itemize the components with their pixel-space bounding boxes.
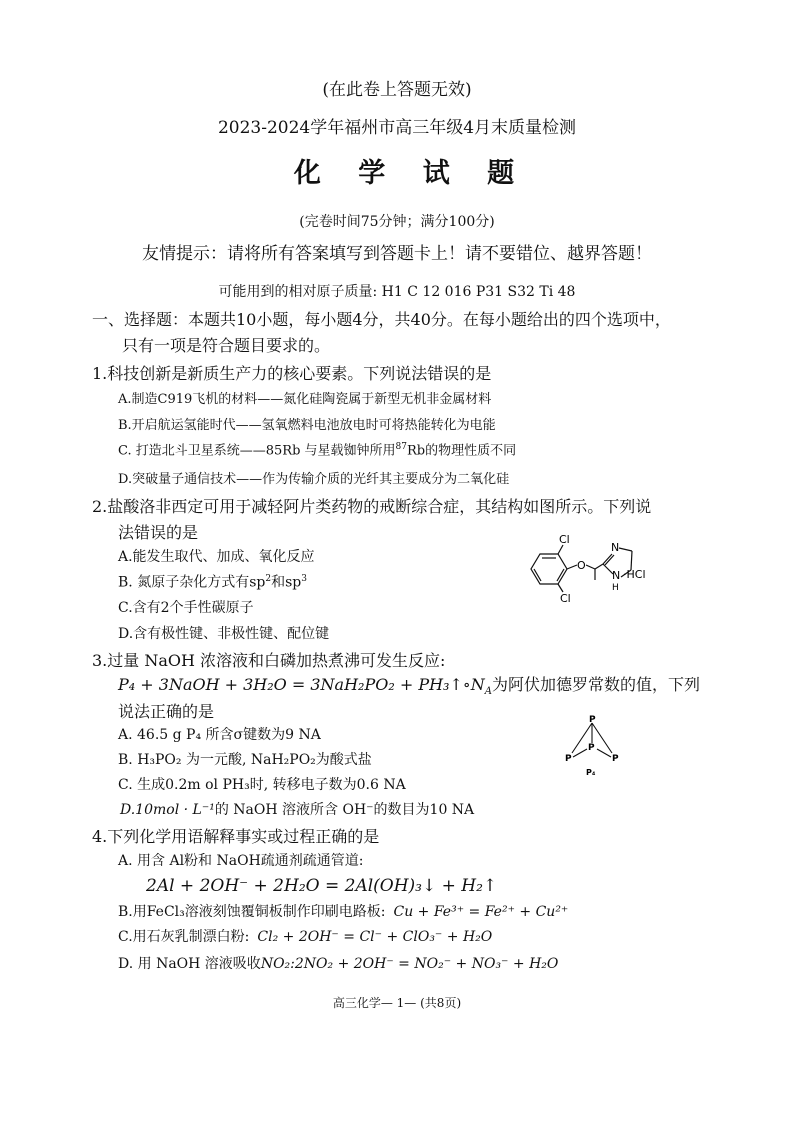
q4-option-d xyxy=(118,956,558,973)
struct-hcl: ·HCl xyxy=(623,568,646,581)
q4-option-b-text: B.用FeCl₃溶液刻蚀覆铜板制作印刷电路板: xyxy=(118,904,386,920)
q3-option-d xyxy=(120,802,474,819)
q3-option-b: B. H₃PO₂ 为一元酸, NaH₂PO₂为酸式盐 xyxy=(118,752,372,768)
q1-option-c-sup: 87 xyxy=(395,442,407,452)
time-info: (完卷时间75分钟；满分100分) xyxy=(299,214,495,230)
q4-option-a: A. 用含 Al粉和 NaOH疏通剂疏通管道: xyxy=(118,853,364,869)
struct-h: H xyxy=(612,583,619,593)
p4-atom-right: P xyxy=(612,754,619,764)
q4-option-d-text: D. 用 NaOH 溶液吸收 xyxy=(118,956,261,972)
q3-equation-sub: A xyxy=(484,686,492,698)
q4-option-a-equation: 2Al + 2OH⁻ + 2H₂O = 2Al(OH)₃↓ + H₂↑ xyxy=(146,876,498,896)
q1-option-c-post: Rb的物理性质不同 xyxy=(407,443,517,459)
section-heading-2: 只有一项是符合题目要求的。 xyxy=(122,336,331,355)
struct-o: O xyxy=(577,559,586,572)
q4-stem: 4.下列化学用语解释事实或过程正确的是 xyxy=(92,827,380,846)
friendly-tip: 友情提示：请将所有答案填写到答题卡上！请不要错位、越界答题！ xyxy=(142,244,652,264)
q4-option-c-text: C.用石灰乳制漂白粉: xyxy=(118,929,250,945)
q4-option-c xyxy=(118,929,492,946)
q3-stem: 3.过量 NaOH 浓溶液和白磷加热煮沸可发生反应: xyxy=(92,651,446,670)
section-heading: 一、选择题：本题共10小题，每小题4分，共40分。在每小题给出的四个选项中， xyxy=(92,310,671,329)
q2-option-d: D.含有极性键、非极性键、配位键 xyxy=(118,626,330,642)
q3-option-c: C. 生成0.2m ol PH₃时, 转移电子数为0.6 NA xyxy=(118,777,406,793)
p4-atom-top: P xyxy=(589,715,596,725)
struct-n-top: N xyxy=(611,541,620,554)
q2-option-a: A.能发生取代、加成、氧化反应 xyxy=(118,549,315,565)
q1-option-b: B.开启航运氢能时代——氢氧燃料电池放电时可将热能转化为电能 xyxy=(118,418,496,433)
q3-equation-tail: 为阿伏加德罗常数的值，下列 xyxy=(491,675,700,694)
exam-name: 2023-2024学年福州市高三年级4月末质量检测 xyxy=(217,118,577,138)
q4-option-b-equation: Cu + Fe³⁺ = Fe²⁺ + Cu²⁺ xyxy=(393,904,569,920)
struct-cl-bottom: Cl xyxy=(560,592,571,604)
notice: (在此卷上答题无效) xyxy=(322,80,472,100)
q2-option-c: C.含有2个手性碳原子 xyxy=(118,600,254,616)
q3-equation: P₄ + 3NaOH + 3H₂O = 3NaH₂PO₂ + PH₃↑∘N xyxy=(118,675,485,694)
q1-stem: 1.科技创新是新质生产力的核心要素。下列说法错误的是 xyxy=(92,364,492,383)
page-title: 化 学 试 题 xyxy=(293,158,529,189)
q2-option-b-sup1: 2 xyxy=(265,574,272,584)
struct-cl-top: Cl xyxy=(559,534,570,546)
q2-option-b xyxy=(118,574,307,591)
q2-option-b-mid: 和sp xyxy=(271,574,302,591)
p4-structure-image xyxy=(560,712,630,782)
atomic-mass-line: 可能用到的相对原子质量: H1 C 12 016 P31 S32 Ti 48 xyxy=(218,284,576,300)
q1-option-c-pre: C. 打造北斗卫星系统——85Rb 与星载铷钟所用 xyxy=(118,443,396,459)
q3-option-d-math: D.10mol · L⁻¹ xyxy=(120,802,215,818)
q3-option-d-text: 的 NaOH 溶液所含 OH⁻的数目为10 NA xyxy=(214,802,475,818)
q4-option-d-equation: NO₂:2NO₂ + 2OH⁻ = NO₂⁻ + NO₃⁻ + H₂O xyxy=(260,956,559,972)
q3-stem-2: 说法正确的是 xyxy=(118,702,215,721)
lofexidine-structure-image xyxy=(515,534,700,604)
q3-option-a: A. 46.5 g P₄ 所含σ键数为9 NA xyxy=(118,727,321,743)
q4-option-b xyxy=(118,904,568,921)
q2-stem: 2.盐酸洛非西定可用于减轻阿片类药物的戒断综合症，其结构如图所示。下列说 xyxy=(92,497,652,516)
q4-option-c-equation: Cl₂ + 2OH⁻ = Cl⁻ + ClO₃⁻ + H₂O xyxy=(257,929,493,945)
q2-option-b-pre: B. 氮原子杂化方式有sp xyxy=(118,574,266,591)
p4-label: P₄ xyxy=(586,768,596,777)
q1-option-d: D.突破量子通信技术——作为传输介质的光纤其主要成分为二氧化硅 xyxy=(118,472,510,487)
q1-option-a: A.制造C919飞机的材料——氮化硅陶瓷属于新型无机非金属材料 xyxy=(118,392,492,407)
p4-atom-middle: P xyxy=(588,743,595,753)
q2-option-b-sup2: 3 xyxy=(301,574,307,584)
page-footer: 高三化学— 1— (共8页) xyxy=(332,996,462,1010)
p4-atom-left: P xyxy=(565,754,572,764)
q2-stem-2: 法错误的是 xyxy=(118,523,199,542)
struct-n-bottom: N xyxy=(612,569,621,582)
q1-option-c xyxy=(118,442,516,459)
q3-equation-line xyxy=(118,675,700,698)
